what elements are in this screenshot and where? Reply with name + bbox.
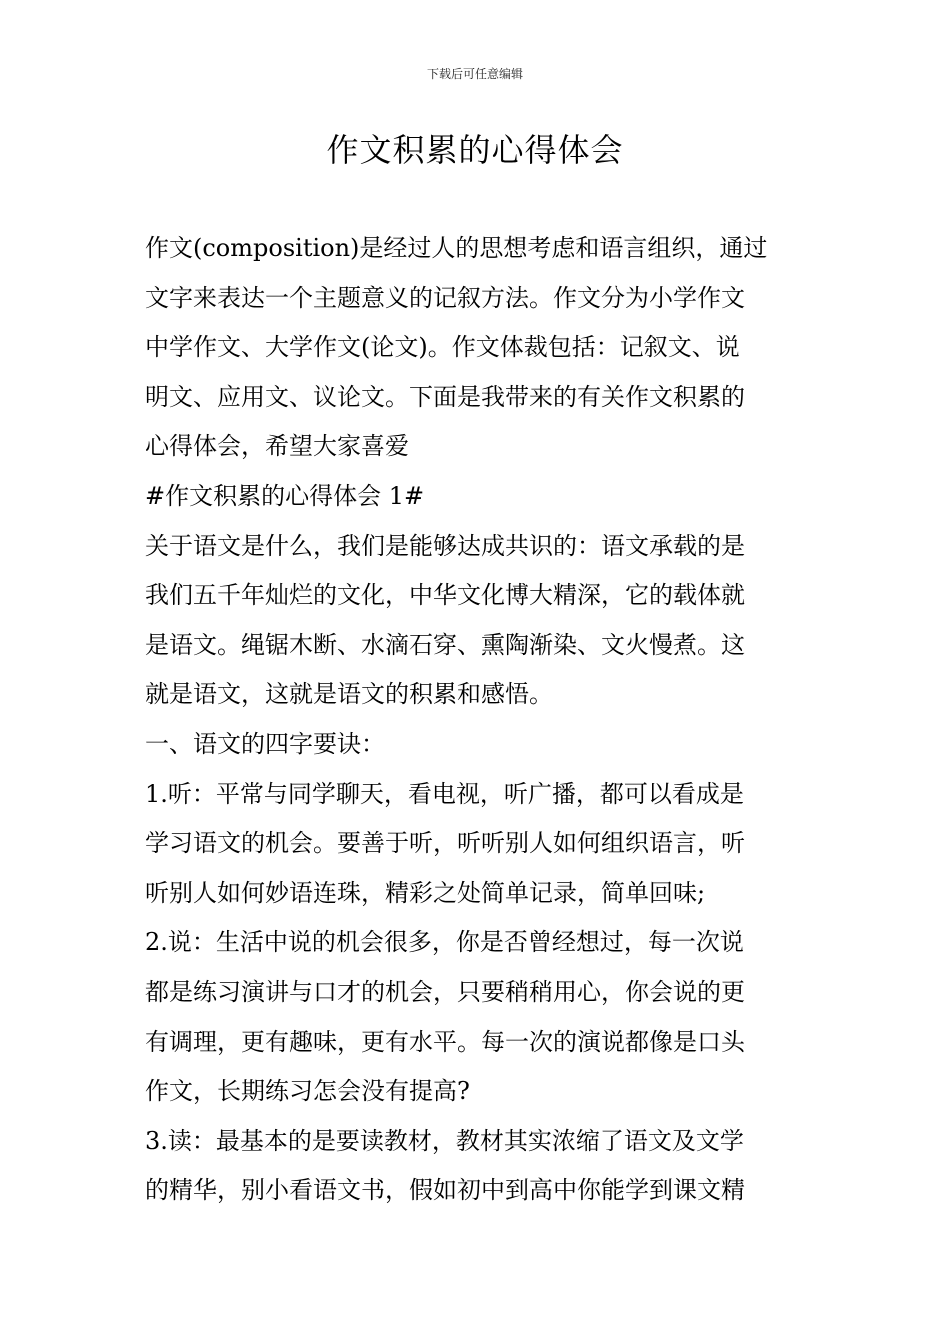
list-item-line: 3.读：最基本的是要读教材，教材其实浓缩了语文及文学 — [145, 1126, 744, 1155]
body-line: 关于语文是什么，我们是能够达成共识的：语文承载的是 — [145, 531, 745, 560]
document-body — [145, 224, 807, 1216]
body-line: 文字来表达一个主题意义的记叙方法。作文分为小学作文 — [145, 283, 745, 312]
body-line: 中学作文、大学作文(论文)。作文体裁包括：记叙文、说 — [145, 333, 740, 362]
body-line: 明文、应用文、议论文。下面是我带来的有关作文积累的 — [145, 382, 745, 411]
list-item-line: 有调理，更有趣味，更有水平。每一次的演说都像是口头 — [145, 1027, 745, 1056]
document-title: 作文积累的心得体会 — [326, 131, 624, 169]
list-item-line: 学习语文的机会。要善于听，听听别人如何组织语言，听 — [145, 829, 745, 858]
list-item-line: 都是练习演讲与口才的机会，只要稍稍用心，你会说的更 — [145, 977, 745, 1006]
list-item-line: 1.听：平常与同学聊天，看电视，听广播，都可以看成是 — [145, 779, 744, 808]
body-line: 就是语文，这就是语文的积累和感悟。 — [145, 680, 553, 709]
list-item-line: 作文，长期练习怎会没有提高? — [145, 1077, 470, 1106]
body-line: 作文(composition)是经过人的思想考虑和语言组织，通过 — [145, 234, 768, 262]
body-line: 我们五千年灿烂的文化，中华文化博大精深，它的载体就 — [145, 581, 745, 610]
body-line: 心得体会，希望大家喜爱 — [145, 432, 409, 461]
section-heading: #作文积累的心得体会 1# — [145, 481, 425, 510]
header-note: 下载后可任意编辑 — [426, 67, 523, 81]
list-item-line: 听别人如何妙语连珠，精彩之处简单记录，简单回味; — [145, 878, 706, 907]
list-item-line: 的精华，别小看语文书，假如初中到高中你能学到课文精 — [145, 1176, 745, 1205]
body-line: 是语文。绳锯木断、水滴石穿、熏陶渐染、文火慢煮。这 — [145, 630, 745, 659]
list-heading: 一、语文的四字要诀： — [145, 729, 385, 758]
list-item-line: 2.说：生活中说的机会很多，你是否曾经想过，每一次说 — [145, 928, 744, 957]
